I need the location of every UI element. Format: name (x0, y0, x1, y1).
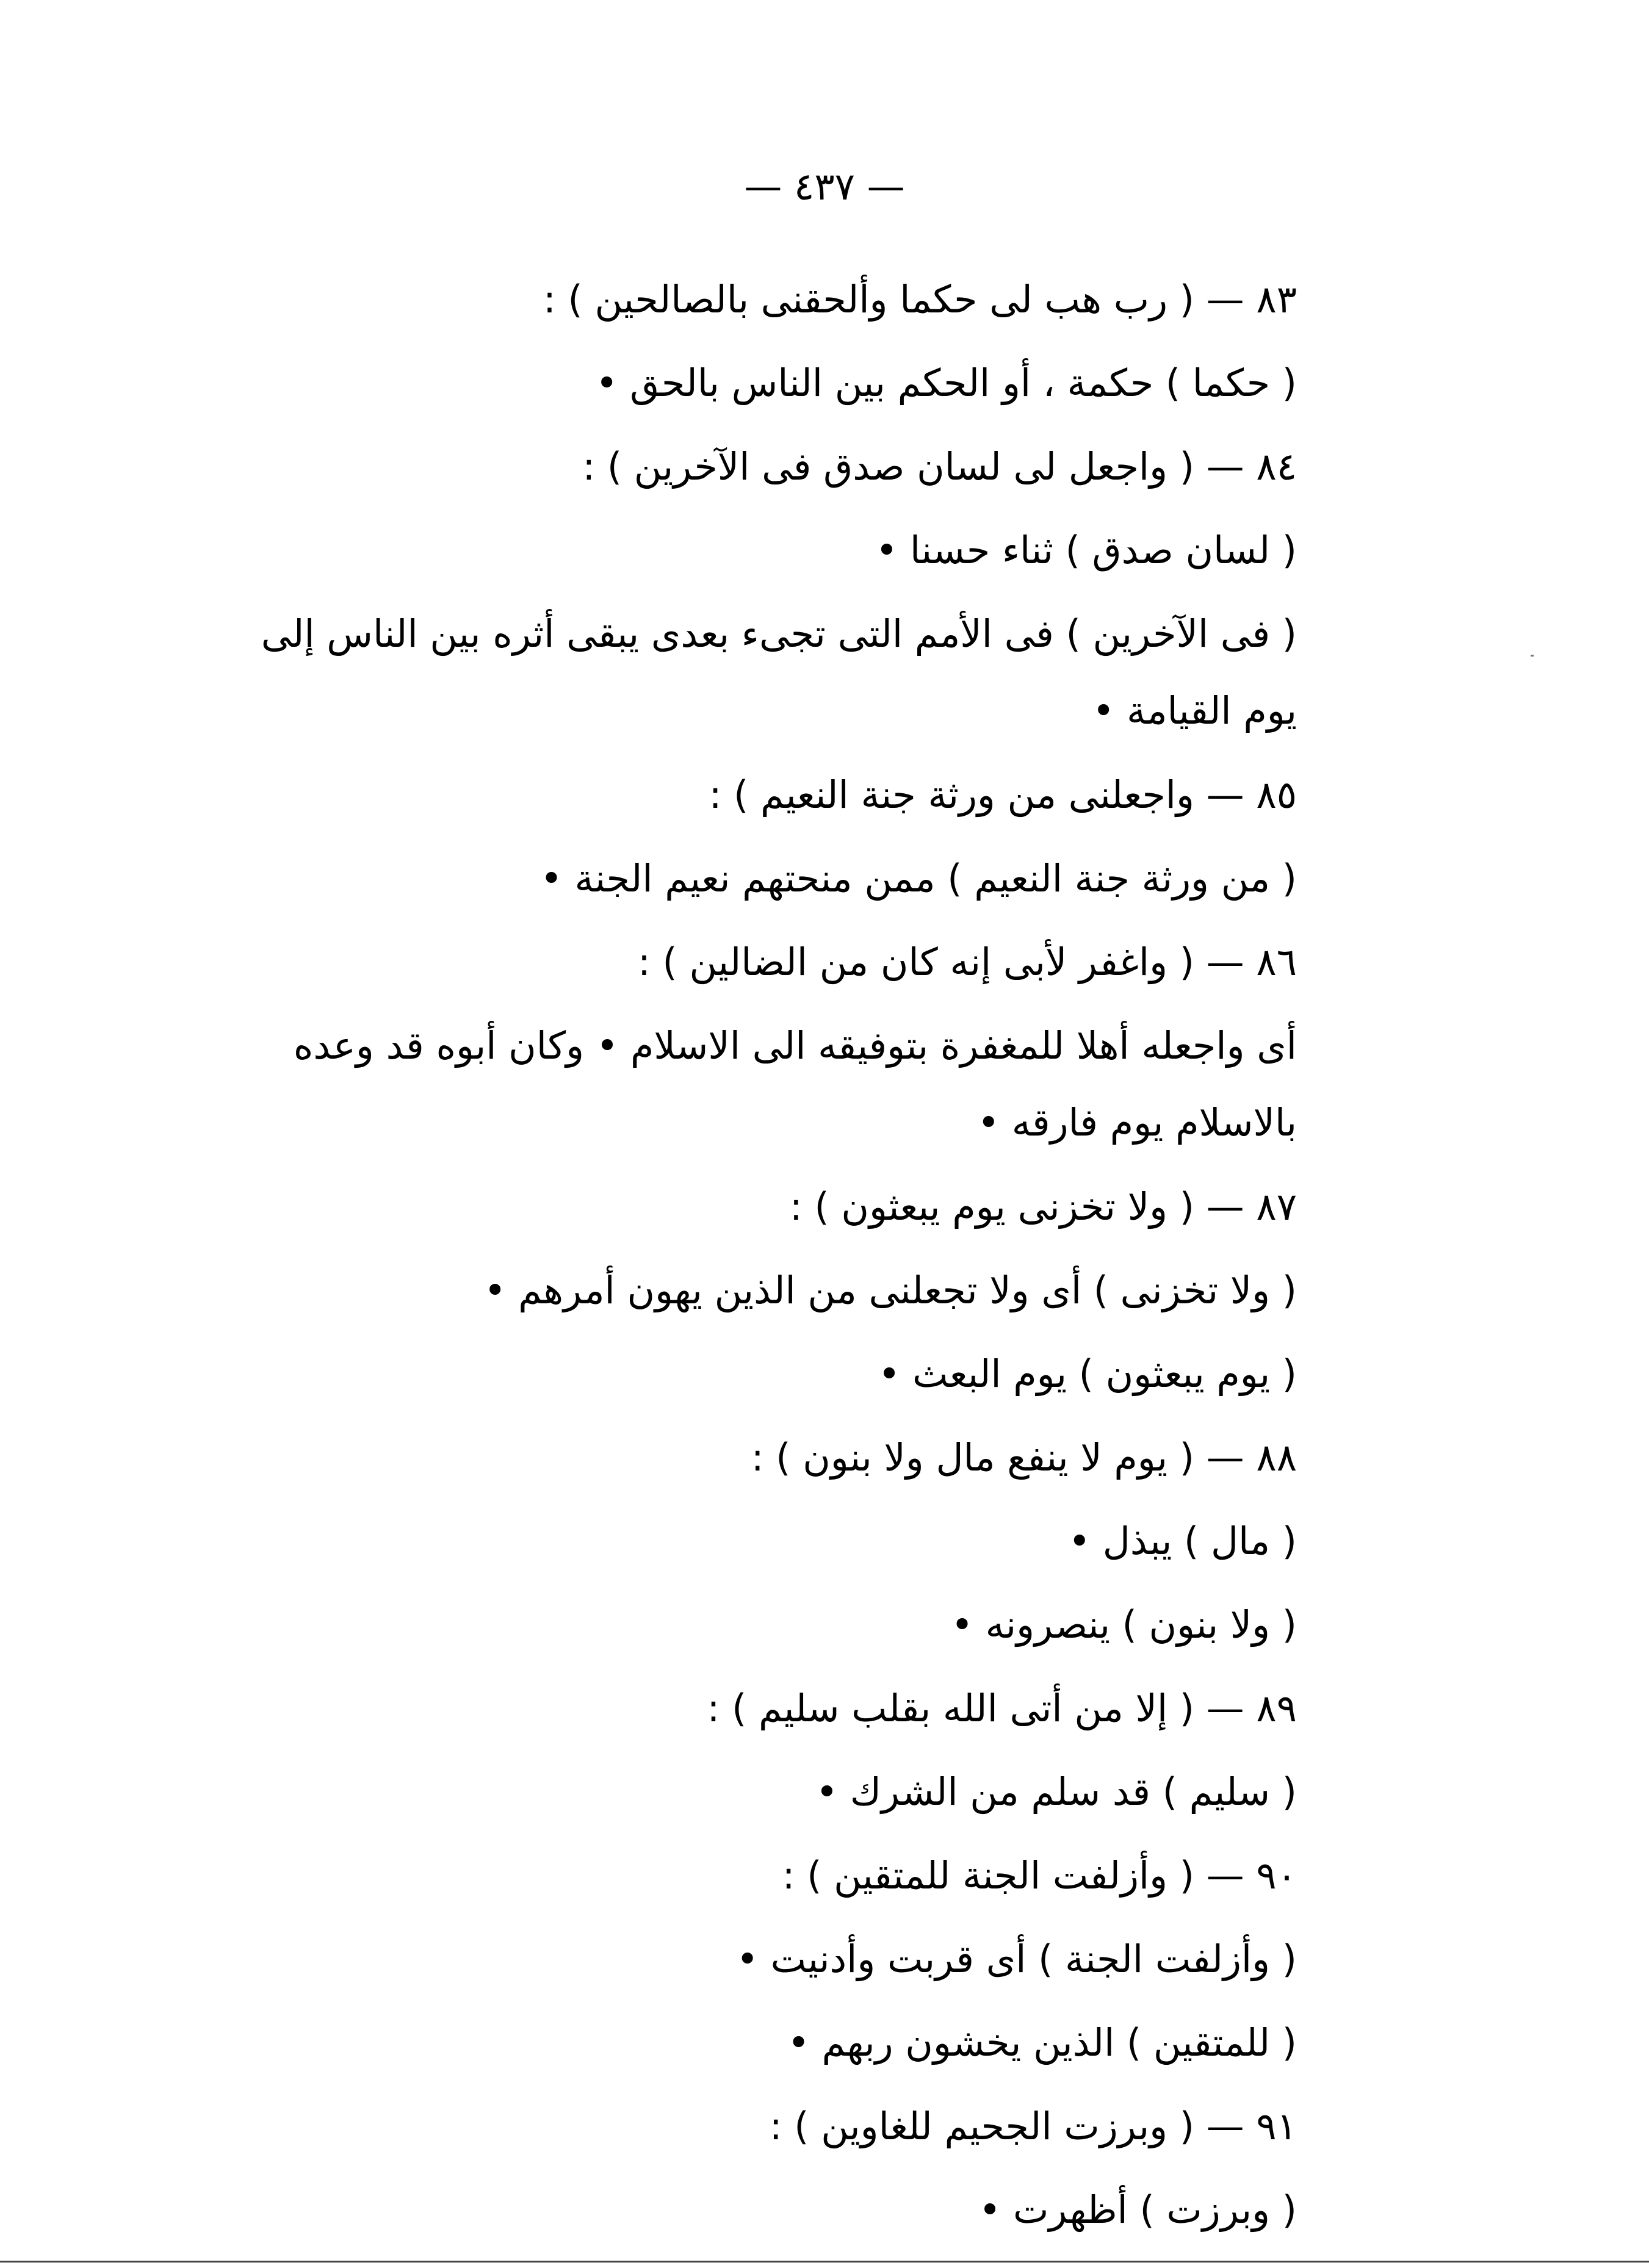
gloss-paragraph: ( فى الآخرين ) فى الأمم التى تجىء بعدى يبقى أثره بين الناس إلى يوم القيامة • (261, 611, 1297, 733)
scan-bottom-edge (0, 2261, 1649, 2263)
gloss-line: ( للمتقين ) الذين يخشون ربهم • (787, 2020, 1297, 2065)
gloss-line: ( مال ) يبذل • (1068, 1519, 1297, 1563)
gloss-paragraph: أى واجعله أهلا للمغفرة بتوفيقه الى الاسلام • وكان أبوه قد وعده بالاسلام يوم فارقه • (293, 1023, 1297, 1145)
gloss-line: ( ولا تخزنى ) أى ولا تجعلنى من الذين يهون أمرهم • (483, 1268, 1297, 1312)
verse-heading-87: ٨٧ — ( ولا تخزنى يوم يبعثون ) : (789, 1184, 1297, 1229)
gloss-line: ( وبرزت ) أظهرت • (978, 2187, 1297, 2232)
scan-speck (1531, 655, 1534, 657)
verse-heading-85: ٨٥ — واجعلنى من ورثة جنة النعيم ) : (709, 772, 1297, 817)
verse-heading-83: ٨٣ — ( رب هب لى حكما وألحقنى بالصالحين ) : (543, 277, 1297, 322)
gloss-line: ( وأزلفت الجنة ) أى قربت وأدنيت • (736, 1937, 1297, 1981)
page-number: — ٤٣٧ — (744, 164, 905, 209)
gloss-line: ( من ورثة جنة النعيم ) ممن منحتهم نعيم الجنة • (540, 856, 1297, 901)
gloss-line: ( يوم يبعثون ) يوم البعث • (878, 1352, 1297, 1396)
gloss-line: ( ولا بنون ) ينصرونه • (951, 1602, 1297, 1647)
gloss-line: ( سليم ) قد سلم من الشرك • (815, 1769, 1297, 1814)
verse-heading-88: ٨٨ — ( يوم لا ينفع مال ولا بنون ) : (751, 1435, 1297, 1480)
verse-heading-86: ٨٦ — ( واغفر لأبى إنه كان من الضالين ) : (637, 940, 1297, 984)
gloss-line: ( حكما ) حكمة ، أو الحكم بين الناس بالحق • (595, 361, 1297, 405)
verse-heading-90: ٩٠ — ( وأزلفت الجنة للمتقين ) : (782, 1853, 1297, 1898)
commentary-text (232, 257, 1297, 2252)
verse-heading-89: ٨٩ — ( إلا من أتى الله بقلب سليم ) : (707, 1686, 1297, 1730)
gloss-line: ( لسان صدق ) ثناء حسنا • (875, 528, 1297, 572)
verse-heading-84: ٨٤ — ( واجعل لى لسان صدق فى الآخرين ) : (582, 444, 1297, 489)
verse-heading-91: ٩١ — ( وبرزت الجحيم للغاوين ) : (769, 2104, 1297, 2148)
